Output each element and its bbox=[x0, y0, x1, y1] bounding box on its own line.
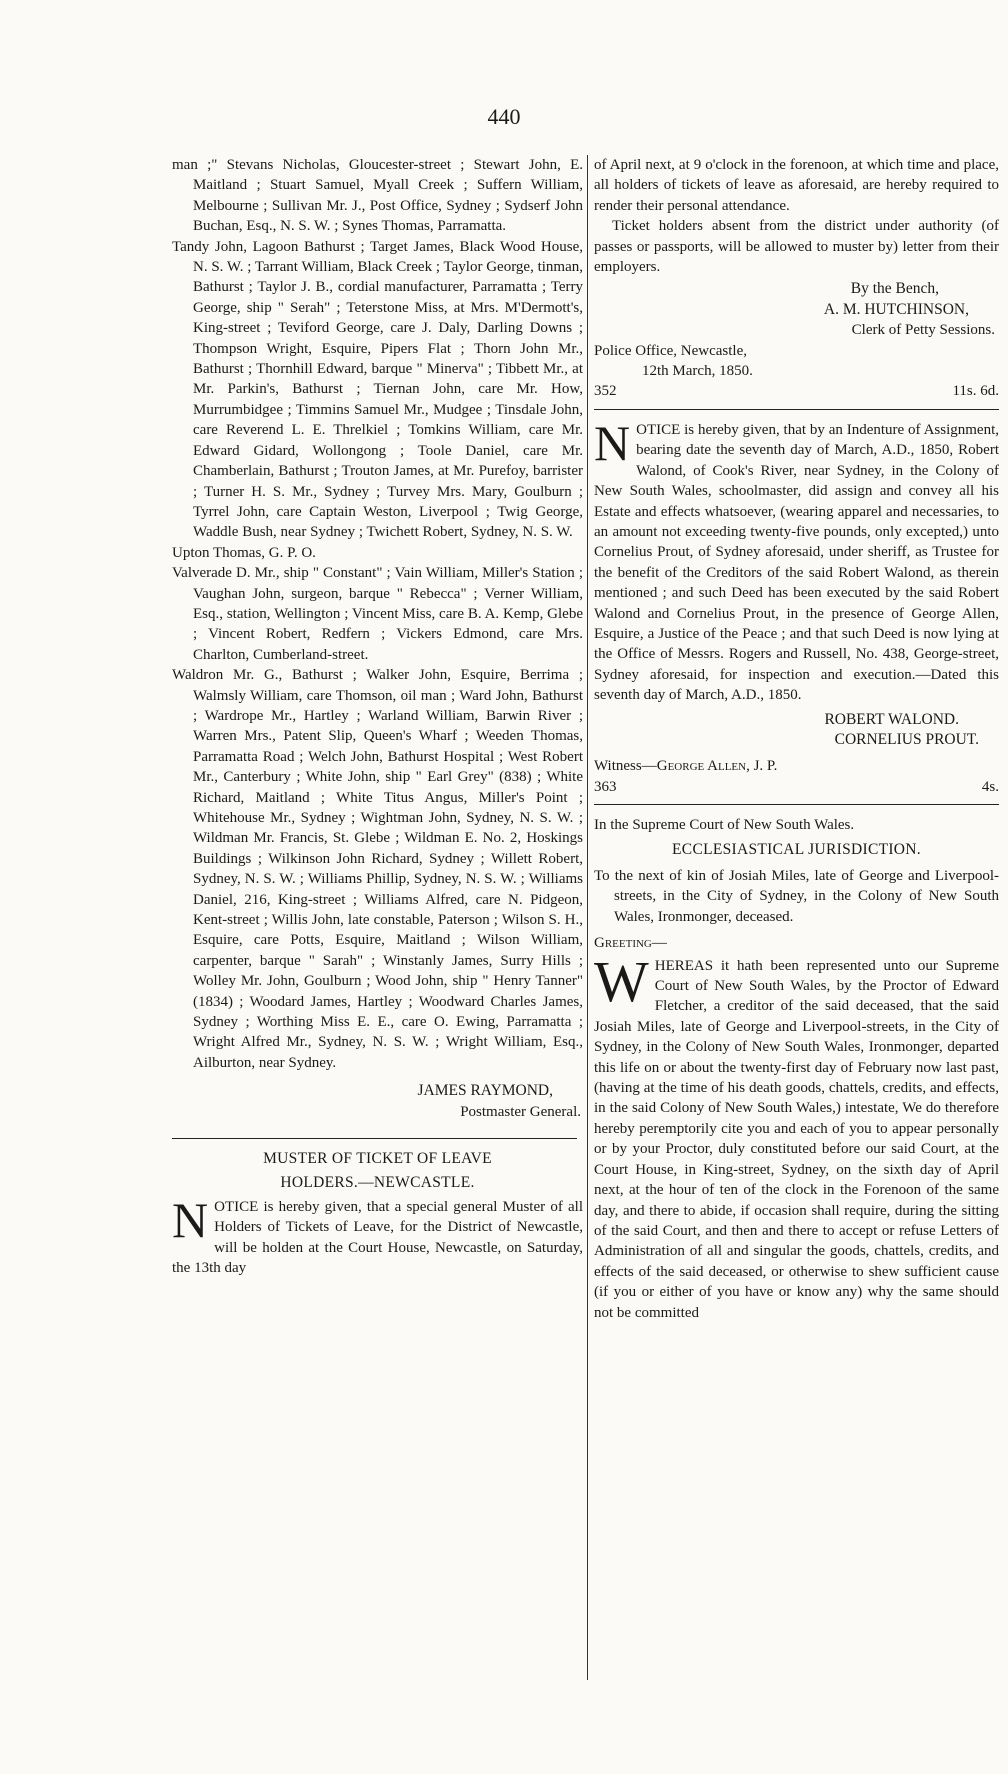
fee-amount: 11s. 6d. bbox=[952, 383, 999, 400]
letter-list-entry-t: Tandy John, Lagoon Bathurst ; Target James, Black Wood House, N. S. W. ; Tarrant William, Black Creek ; Taylor George, tinman, Bathurst ; Taylor J. B., cordial manufacturer, Parramatta ; Terry George, ship " Serah" ; Teterstone Miss, at Mrs. M'Dermott's, King-street ; Teviford George, care J. Daly, Darling Downs ; Thompson Wright, Esquire, Pipers Flat ; Thorn John Mr., Bathurst ; Thornhill Edward, barque " Minerva" ; Tibbett Mr., at Mr. Parkin's, Bathurst ; Tiernan John, care Mr. How, Murrumbidgee ; Timmins Samuel Mr., Mudgee ; Tinsdale John, care Reverend L. E. Threlkiel ; Tomkins William, care Mr. Edward Gidard, Wollongong ; Toole Daniel, care Mr. Chamberlain, Bathurst ; Trouton James, at Mr. Purefoy, barrister ; Turner H. S. Mr., Sydney ; Turvey Mrs. Mary, Goulburn ; Tyrrel John, care Captain Weston, Liverpool ; Twig George, Waddle Bush, near Sydney ; Twichett Robert, Sydney, N. S. W. bbox=[172, 238, 583, 541]
muster-notice-text: OTICE is hereby given, that a special general Muster of all Holders of Tickets of Leave, for the District of Newcastle, will be holden at the Court House, Newcastle, on Saturday, the 13th day bbox=[172, 1198, 583, 1277]
postmaster-title: Postmaster General. bbox=[460, 1103, 581, 1120]
walond-signature: ROBERT WALOND. bbox=[824, 710, 959, 728]
fee-line-352 bbox=[594, 381, 999, 401]
hutchinson-name: A. M. HUTCHINSON, bbox=[823, 300, 969, 318]
fee-line-363 bbox=[594, 777, 999, 797]
walond-notice bbox=[594, 414, 999, 706]
letter-list-entry-s: man ;" Stevans Nicholas, Gloucester-street ; Stewart John, E. Maitland ; Stuart Samuel, Myall Creek ; Suffern William, Melbourne ; Sullivan Mr. J., Post Office, Sydney ; Sydserf John Buchan, Esq., N. S. W. ; Synes Thomas, Parramatta. bbox=[172, 157, 583, 235]
court-heading: In the Supreme Court of New South Wales. bbox=[594, 817, 855, 834]
muster-absent-note: Ticket holders absent from the district under authority (of passes or passports, will be allowed to muster by) letter from their employers. bbox=[594, 218, 999, 276]
muster-heading-line1: MUSTER OF TICKET OF LEAVE bbox=[263, 1150, 492, 1168]
citation-text: HEREAS it hath been represented unto our Supreme Court of New South Wales, by the Proctor of Edward Fletcher, a creditor of the said deceased, that the said Josiah Miles, late of George and Liverpool-streets, in the City of Sydney, in the Colony of New South Wales, Ironmonger, departed this life on or about the twenty-first day of February now last past, (having at the time of his death goods, chattels, credits, and effects, in the said Colony of New South Wales,) intestate, We do therefore hereby peremptorily cite you and each of you to appear personally or by your Proctor, duly constituted before our said Court, at the Court House, in King-street, Sydney, on the sixth day of April next, at the hour of ten of the clock in the Forenoon of the same day, and there to abide, if occasion shall require, during the sitting of the said Court, and then and there to accept or refuse Letters of Administration of all and singular the goods, chattels, credits, and effects of the said deceased, or otherwise to shew sufficient cause (if you or either of you have or know any) why the same should not be committed bbox=[594, 957, 999, 1321]
right-column bbox=[594, 155, 999, 1323]
page-number: 440 bbox=[487, 104, 521, 129]
police-office: Police Office, Newcastle, bbox=[594, 342, 747, 359]
witness-label: Witness— bbox=[594, 758, 657, 775]
letter-list-entry-u: Upton Thomas, G. P. O. bbox=[172, 544, 316, 561]
dropcap-w: W bbox=[594, 948, 649, 1014]
next-of-kin-address: To the next of kin of Josiah Miles, late of George and Liverpool-streets, in the City of Sydney, in the Colony of New South Wales, Ironmonger, deceased. bbox=[594, 868, 999, 925]
muster-heading-line2: HOLDERS.—NEWCASTLE. bbox=[280, 1173, 475, 1191]
section-rule bbox=[594, 409, 999, 410]
muster-notice-continued: of April next, at 9 o'clock in the forenoon, at which time and place, all holders of tickets of leave as aforesaid, are hereby required to render their personal attendance. bbox=[594, 157, 999, 214]
dropcap-n: N bbox=[594, 414, 631, 471]
walond-notice-text: OTICE is hereby given, that by an Indenture of Assignment, bearing date the seventh day of March, A.D., 1850, Robert Walond, of Cook's River, near Sydney, in the Colony of New South Wales, schoolmaster, did assign and convey all his Estate and effects whatsoever, (wearing apparel and necessaries, to an amount not exceeding twenty-five pounds, only excepted,) unto Cornelius Prout, of Sydney aforesaid, under sheriff, as Trustee for the benefit of the Creditors of the said Robert Walond, as therein mentioned ; and such Deed has been executed by the said Robert Walond and Cornelius Prout, in the presence of George Allen, Esquire, a Justice of the Peace ; and that such Deed is now lying at the Office of Messrs. Rogers and Russell, No. 438, George-street, Sydney aforesaid, for inspection and execution.—Dated this seventh day of March, A.D., 1850. bbox=[594, 421, 999, 704]
fee-number: 363 bbox=[594, 778, 617, 795]
fee-number: 352 bbox=[594, 383, 617, 400]
citation-notice bbox=[594, 948, 999, 1323]
fee-amount: 4s. bbox=[981, 778, 999, 795]
prout-signature: CORNELIUS PROUT. bbox=[834, 730, 979, 748]
police-date: 12th March, 1850. bbox=[642, 363, 753, 380]
column-divider bbox=[587, 155, 588, 1680]
section-rule bbox=[594, 804, 999, 805]
greeting: Greeting— bbox=[594, 935, 667, 952]
witness-line bbox=[594, 756, 999, 776]
hutchinson-title: Clerk of Petty Sessions. bbox=[851, 322, 995, 339]
letter-list-entry-w: Waldron Mr. G., Bathurst ; Walker John, Esquire, Berrima ; Walmsly William, care Thomson, oil man ; Ward John, Bathurst ; Wardrope Mr., Hartley ; Warland William, Barwin River ; Warren Mrs., Patent Slip, Queen's Wharf ; Weeden Thomas, Parramatta Road ; Welch John, Bathurst Hospital ; West Robert Mr., Canterbury ; White John, ship " Earl Grey" (838) ; White Richard, Maitland ; White Titus Angus, Miller's Point ; Whitehouse Mr., Sydney ; Wightman John, Sydney, N. S. W. ; Wildman Mr. Francis, St. Glebe ; Wildman E. No. 2, Hoskings Buildings ; Wilkinson John Richard, Sydney ; Willett Robert, Sydney, N. S. W. ; Williams Phillip, Sydney, N. S. W. ; Williams Daniel, 216, King-street ; Williams Alfred, care N. Pidgeon, Kent-street ; Willis John, late constable, Paterson ; Wilson S. H., Esquire, care Potts, Esquire, Maitland ; Wilson William, carpenter, barque " Sarah" ; Winstanly James, Surry Hills ; Wolley Mr. John, Goulburn ; Wood John, ship " Henry Tanner" (1834) ; Woodard James, Hartley ; Woodward Charles James, Sydney ; Worthing Miss E. E., care O. Ewing, Parramatta ; Wright Alfred Mr., Sydney, N. S. W. ; Wright William, Esq., Ailburton, near Sydney. bbox=[172, 667, 583, 1071]
left-column bbox=[172, 155, 583, 1279]
witness-name: George Allen bbox=[656, 758, 747, 775]
muster-notice bbox=[172, 1191, 583, 1279]
by-the-bench: By the Bench, bbox=[850, 280, 939, 298]
dropcap-n: N bbox=[172, 1191, 209, 1248]
postmaster-name: JAMES RAYMOND, bbox=[417, 1082, 553, 1100]
section-rule bbox=[172, 1138, 577, 1139]
jurisdiction-heading: ECCLESIASTICAL JURISDICTION. bbox=[672, 840, 921, 858]
letter-list-entry-v: Valverade D. Mr., ship " Constant" ; Vain William, Miller's Station ; Vaughan John, surgeon, barque " Rebecca" ; Verner William, Esq., station, Wellington ; Vincent Miss, care B. A. Kemp, Glebe ; Vincent Robert, Redfern ; Vickers Edmond, care Mrs. Charlton, Cumberland-street. bbox=[172, 565, 583, 663]
witness-suffix: , J. P. bbox=[746, 758, 778, 775]
